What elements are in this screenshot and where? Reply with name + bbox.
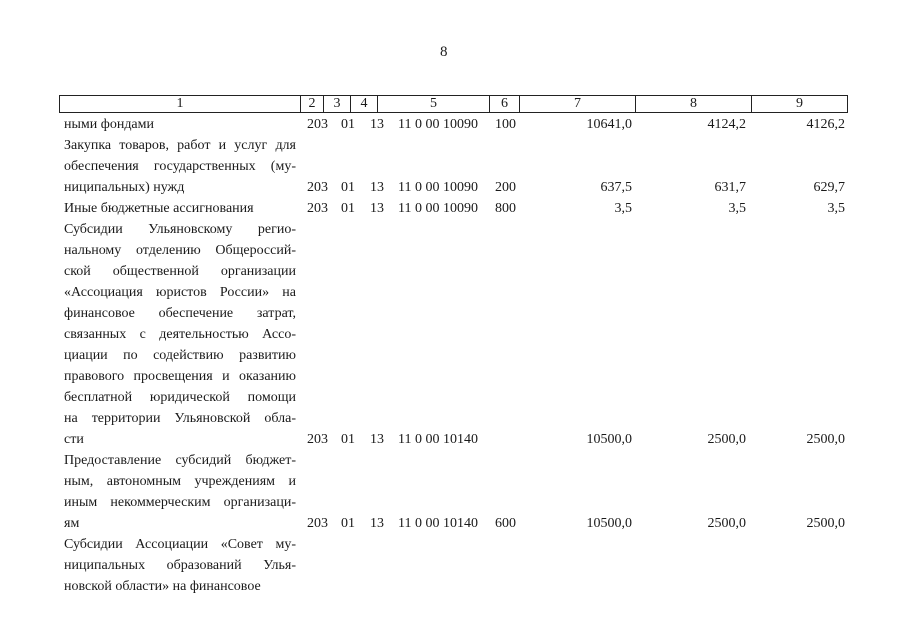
header-col-3: 3 (324, 96, 351, 112)
table-row (64, 534, 296, 597)
cell-c9: 2500,0 (806, 516, 845, 531)
cell-c9: 629,7 (813, 180, 845, 195)
cell-c6: 600 (495, 516, 516, 531)
cell-c6: 800 (495, 201, 516, 216)
row-description-line: новской области» на финансовое (64, 579, 261, 594)
cell-c2: 203 (307, 432, 328, 447)
cell-c4: 13 (370, 201, 384, 216)
cell-c3: 01 (341, 516, 355, 531)
cell-c5 (398, 576, 493, 597)
row-description-line: иным некоммерческим организаци- (64, 495, 296, 510)
cell-c3: 01 (341, 117, 355, 132)
row-description-line: бесплатной юридической помощи (64, 390, 296, 405)
cell-c4: 13 (370, 516, 384, 531)
cell-c4: 13 (370, 432, 384, 447)
cell-c2: 203 (307, 117, 328, 132)
row-description-line: Предоставление субсидий бюджет- (64, 453, 296, 468)
row-description-line: ным, автономным учреждениям и (64, 474, 296, 489)
cell-c8: 631,7 (714, 180, 746, 195)
cell-c7: 10500,0 (586, 432, 632, 447)
page-number: 8 (440, 44, 448, 60)
table-row (64, 450, 296, 534)
row-description-line: финансовое обеспечение затрат, (64, 306, 296, 321)
cell-c6 (495, 576, 519, 597)
row-description-line: ниципальных образований Улья- (64, 558, 296, 573)
cell-c9: 3,5 (827, 201, 845, 216)
row-description-line: Субсидии Ассоциации «Совет му- (64, 537, 296, 552)
table-header (59, 95, 848, 113)
cell-c8: 3,5 (728, 201, 746, 216)
cell-c4: 13 (370, 117, 384, 132)
row-description-line: ям (64, 516, 80, 531)
cell-c7: 10641,0 (586, 117, 632, 132)
row-description-line: ниципальных) нужд (64, 180, 185, 195)
cell-c6: 200 (495, 180, 516, 195)
cell-c2 (307, 576, 329, 597)
row-description-line: сти (64, 432, 84, 447)
row-description-line: циации по содействию развитию (64, 348, 296, 363)
cell-c2: 203 (307, 516, 328, 531)
cell-c5: 11 0 00 10140 (398, 432, 478, 447)
row-description-line: нальному отделению Общероссий- (64, 243, 296, 258)
row-description-line: Субсидии Ульяновскому регио- (64, 222, 296, 237)
cell-c8: 2500,0 (707, 516, 746, 531)
cell-c9: 4126,2 (806, 117, 845, 132)
table-row (64, 135, 296, 198)
cell-c7 (540, 576, 632, 597)
cell-c5: 11 0 00 10140 (398, 516, 478, 531)
cell-c7: 3,5 (614, 201, 632, 216)
cell-c3 (341, 576, 359, 597)
row-description-line: обеспечения государственных (му- (64, 159, 296, 174)
cell-c6: 100 (495, 117, 516, 132)
row-description-line: Иные бюджетные ассигнования (64, 201, 254, 216)
table-row (64, 114, 296, 135)
cell-c3: 01 (341, 180, 355, 195)
cell-c4 (370, 576, 388, 597)
cell-c5: 11 0 00 10090 (398, 201, 478, 216)
row-description-line: правового просвещения и оказанию (64, 369, 296, 384)
cell-c5: 11 0 00 10090 (398, 117, 478, 132)
table-row (64, 219, 296, 450)
header-col-4: 4 (351, 96, 378, 112)
header-col-5: 5 (378, 96, 490, 112)
cell-c8: 4124,2 (707, 117, 746, 132)
header-col-2: 2 (301, 96, 324, 112)
cell-c4: 13 (370, 180, 384, 195)
cell-c3: 01 (341, 432, 355, 447)
row-description-line: на территории Ульяновской обла- (64, 411, 296, 426)
cell-c2: 203 (307, 180, 328, 195)
cell-c3: 01 (341, 201, 355, 216)
cell-c8: 2500,0 (707, 432, 746, 447)
row-description-line: связанных с деятельностью Ассо- (64, 327, 296, 342)
table-row (64, 198, 296, 219)
row-description-line: «Ассоциация юристов России» на (64, 285, 296, 300)
row-description-line: Закупка товаров, работ и услуг для (64, 138, 296, 153)
header-col-9: 9 (796, 96, 803, 111)
cell-c2: 203 (307, 201, 328, 216)
cell-c7: 637,5 (600, 180, 632, 195)
cell-c7: 10500,0 (586, 516, 632, 531)
row-description-line: ными фондами (64, 117, 155, 132)
header-col-6: 6 (490, 96, 520, 112)
cell-c5: 11 0 00 10090 (398, 180, 478, 195)
cell-c8 (650, 576, 746, 597)
cell-c9 (760, 576, 845, 597)
header-col-7: 7 (520, 96, 636, 112)
row-description-line: ской общественной организации (64, 264, 296, 279)
cell-c9: 2500,0 (806, 432, 845, 447)
header-col-8: 8 (636, 96, 752, 112)
header-col-1: 1 (60, 96, 301, 112)
cell-c6 (495, 429, 519, 450)
